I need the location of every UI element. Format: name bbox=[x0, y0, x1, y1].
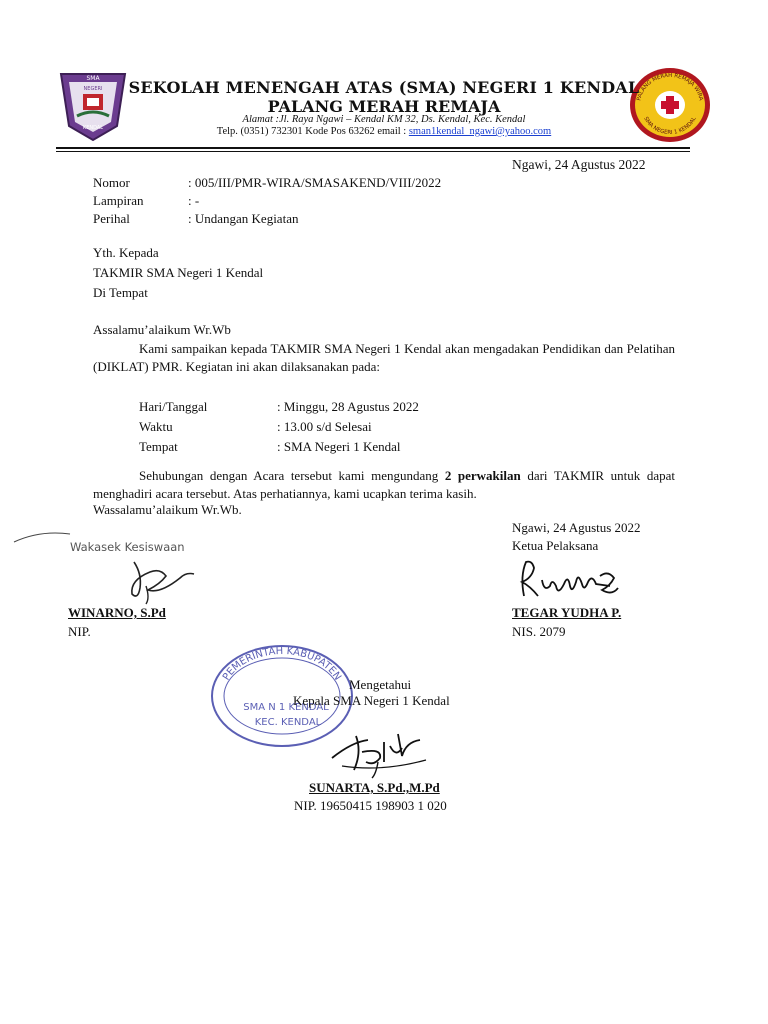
meta-row: Nomor : 005/III/PMR-WIRA/SMASAKEND/VIII/2022 bbox=[93, 175, 442, 190]
event-details bbox=[139, 397, 419, 457]
recipient-line: TAKMIR SMA Negeri 1 Kendal bbox=[93, 265, 264, 280]
right-signer-name: TEGAR YUDHA P. bbox=[512, 605, 622, 620]
school-name: SEKOLAH MENENGAH ATAS (SMA) NEGERI 1 KENDAL bbox=[128, 78, 640, 97]
recipient bbox=[93, 243, 263, 303]
svg-text:PALANG MERAH REMAJA WIRA: PALANG MERAH REMAJA WIRA bbox=[636, 72, 704, 102]
org-name: PALANG MERAH REMAJA bbox=[267, 97, 501, 116]
meta-row: Lampiran : - bbox=[93, 193, 200, 208]
paragraph-invitation: Sehubungan dengan Acara tersebut kami mengundang 2 perwakilan dari TAKMIR untuk dapat menghadiri acara tersebut. Atas perhatiannya, kami ucapkan terima kasih. bbox=[93, 468, 675, 501]
email-link[interactable]: sman1kendal_ngawi@yahoo.com bbox=[408, 126, 552, 137]
school-address: Alamat :Jl. Raya Ngawi – Kendal KM 32, Ds. Kendal, Kec. Kendal bbox=[242, 114, 526, 125]
detail-row: Tempat : SMA Negeri 1 Kendal bbox=[139, 439, 401, 454]
right-place-date: Ngawi, 24 Agustus 2022 bbox=[512, 520, 641, 535]
contact-text: Telp. (0351) 732301 Kode Pos 63262 email : bbox=[216, 126, 409, 137]
acknowledged-label: Mengetahui bbox=[349, 677, 412, 692]
left-signer-id: NIP. bbox=[68, 624, 91, 639]
right-signature bbox=[514, 556, 624, 602]
right-signer-title: Ketua Pelaksana bbox=[512, 538, 599, 553]
bottom-signer-name: SUNARTA, S.Pd.,M.Pd bbox=[309, 780, 440, 795]
recipient-line: Yth. Kepada bbox=[93, 245, 159, 260]
left-signer-title: Wakasek Kesiswaan bbox=[70, 540, 185, 554]
letter-meta bbox=[93, 174, 441, 228]
svg-text:PEMERINTAH KABUPATEN: PEMERINTAH KABUPATEN bbox=[220, 645, 343, 683]
svg-text:SMA: SMA bbox=[86, 75, 100, 82]
svg-text:NEGERI: NEGERI bbox=[83, 86, 103, 92]
letter-date: Ngawi, 24 Agustus 2022 bbox=[512, 157, 646, 172]
school-contact bbox=[0, 126, 768, 137]
svg-text:KEC. KENDAL: KEC. KENDAL bbox=[254, 717, 322, 728]
paragraph-intro: Kami sampaikan kepada TAKMIR SMA Negeri 1 Kendal akan mengadakan Pendidikan dan Pelatihan (DIKLAT) PMR. Kegiatan ini akan dilaksanakan pada: bbox=[93, 341, 675, 374]
closing: Wassalamu’alaikum Wr.Wb. bbox=[93, 502, 242, 517]
right-signer-id: NIS. 2079 bbox=[512, 624, 566, 639]
left-signature-scan bbox=[10, 528, 220, 608]
letterhead-divider-thin bbox=[56, 151, 690, 152]
bottom-signer-title: Kepala SMA Negeri 1 Kendal bbox=[293, 693, 450, 708]
svg-text:KENDAL: KENDAL bbox=[82, 125, 104, 131]
left-signer-name: WINARNO, S.Pd bbox=[68, 605, 166, 620]
bottom-signature bbox=[322, 722, 432, 780]
detail-row: Waktu : 13.00 s/d Selesai bbox=[139, 419, 372, 434]
greeting: Assalamu’alaikum Wr.Wb bbox=[93, 322, 231, 337]
recipient-line: Di Tempat bbox=[93, 285, 148, 300]
meta-row: Perihal : Undangan Kegiatan bbox=[93, 211, 299, 226]
bottom-signer-id: NIP. 19650415 198903 1 020 bbox=[294, 798, 447, 813]
detail-row: Hari/Tanggal : Minggu, 28 Agustus 2022 bbox=[139, 399, 419, 414]
svg-text:SMA N 1 KENDAL: SMA N 1 KENDAL bbox=[243, 702, 329, 713]
letterhead-divider bbox=[56, 147, 690, 149]
invite-count: 2 perwakilan bbox=[444, 468, 521, 483]
svg-text:SMA NEGERI 1 KENDAL: SMA NEGERI 1 KENDAL bbox=[642, 116, 698, 137]
